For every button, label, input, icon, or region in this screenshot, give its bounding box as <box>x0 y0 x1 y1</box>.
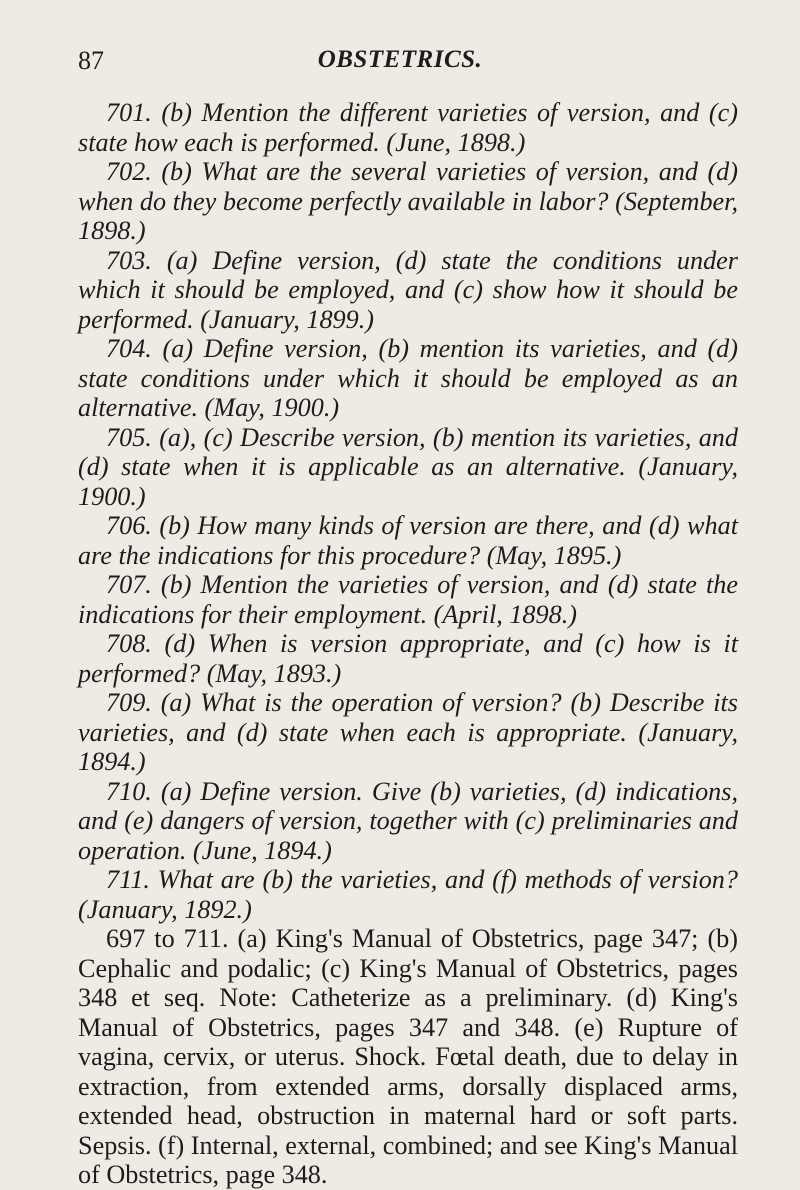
question-705: 705. (a), (c) Describe version, (b) mention its varieties, and (d) state when it is applicable as an alternative. (January, 1900.) <box>78 422 738 511</box>
question-707: 707. (b) Mention the varieties of version, and (d) state the indications for their employment. (April, 1898.) <box>78 570 738 629</box>
page-number: 87 <box>78 46 104 75</box>
answer-paragraph: 697 to 711. (a) King's Manual of Obstetrics, page 347; (b) Cephalic and podalic; (c) King's Manual of Obstetrics, pages 348 et seq. Note: Catheterize as a preliminary. (d) King's Manual of Obstetrics, pages 347 and 348. (e) Rupture of vagina, cervix, or uterus. Shock. Fœtal death, due to delay in extraction, from extended arms, dorsally displaced arms, extended head, obstruction in maternal hard or soft parts. Sepsis. (f) Internal, external, combined; and see King's Manual of Obstetrics, page 348. <box>78 924 738 1189</box>
question-706: 706. (b) How many kinds of version are there, and (d) what are the indications for this procedure? (May, 1895.) <box>78 511 738 570</box>
question-709: 709. (a) What is the operation of version? (b) Describe its varieties, and (d) state when each is appropriate. (January, 1894.) <box>78 688 738 776</box>
question-704: 704. (a) Define version, (b) mention its varieties, and (d) state conditions under which it should be employed as an alternative. (May, 1900.) <box>78 334 738 422</box>
question-711: 711. What are (b) the varieties, and (f) methods of version? (January, 1892.) <box>78 865 738 924</box>
question-710: 710. (a) Define version. Give (b) varieties, (d) indications, and (e) dangers of version, together with (c) preliminaries and operation. (June, 1894.) <box>78 776 739 865</box>
question-703: 703. (a) Define version, (d) state the conditions under which it should be employed, and (c) show how it should be performed. (January, 1899.) <box>78 245 738 334</box>
question-702: 702. (b) What are the several varieties of version, and (d) when do they become perfectly available in labor? (September, 1898.) <box>78 157 738 245</box>
running-title: OBSTETRICS. <box>317 46 483 73</box>
question-708: 708. (d) When is version appropriate, and (c) how is it performed? (May, 1893.) <box>78 629 739 688</box>
question-701: 701. (b) Mention the different varieties of version, and (c) state how each is performed. (June, 1898.) <box>78 98 739 157</box>
page-header <box>78 46 722 82</box>
body-text <box>78 98 738 1190</box>
